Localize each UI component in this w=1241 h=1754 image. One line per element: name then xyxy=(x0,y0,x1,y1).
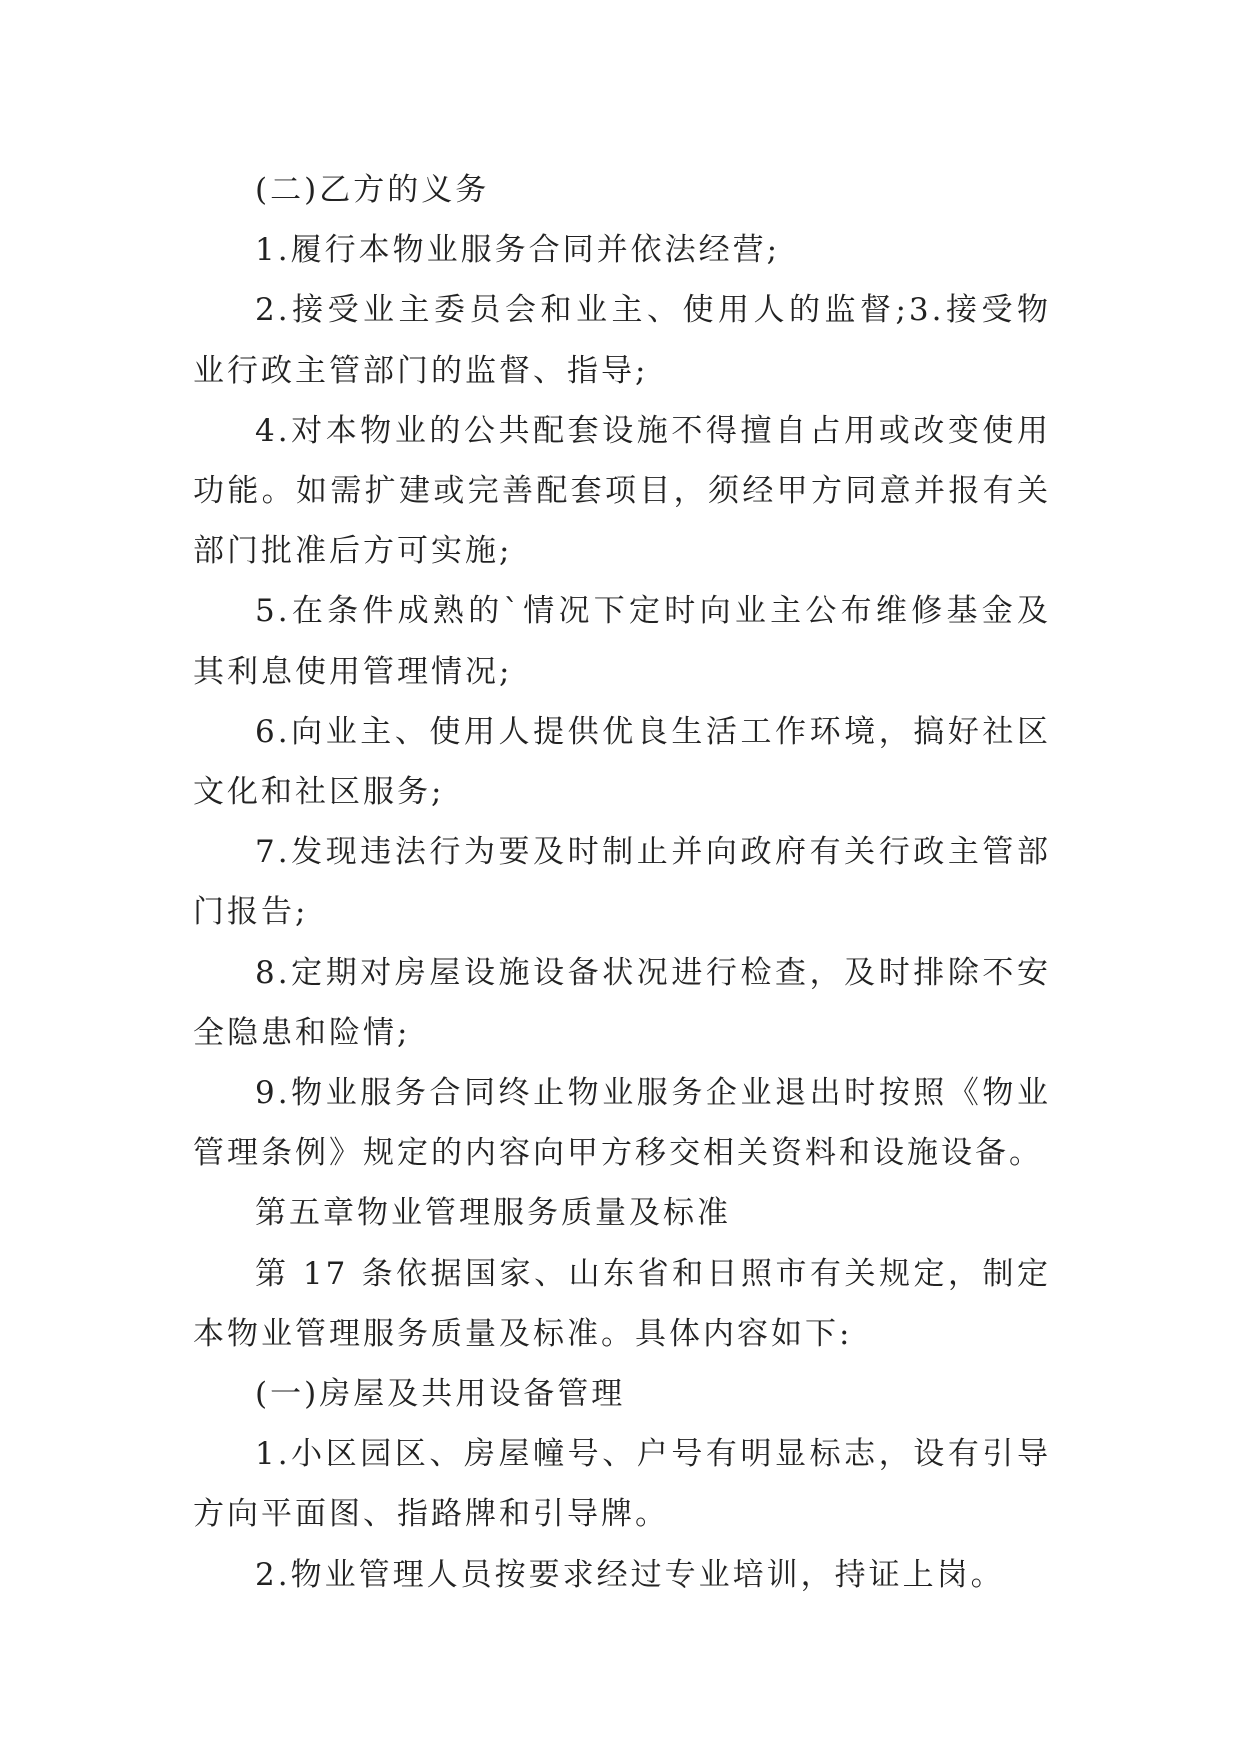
document-body xyxy=(193,160,1051,1605)
section-heading-party-b-obligations: (二)乙方的义务 xyxy=(255,172,490,208)
obligation-item-8: 8.定期对房屋设施设备状况进行检查，及时排除不安全隐患和险情; xyxy=(193,954,1051,1051)
obligation-item-2-3: 2.接受业主委员会和业主、使用人的监督;3.接受物业行政主管部门的监督、指导; xyxy=(193,292,1051,389)
obligation-item-6: 6.向业主、使用人提供优良生活工作环境，搞好社区文化和社区服务; xyxy=(193,713,1051,811)
obligation-item-5: 5.在条件成熟的`情况下定时向业主公布维修基金及其利息使用管理情况; xyxy=(193,593,1051,690)
standard-item-2: 2.物业管理人员按要求经过专业培训，持证上岗。 xyxy=(255,1556,1005,1593)
section-heading-housing-equipment: (一)房屋及共用设备管理 xyxy=(255,1376,626,1413)
obligation-item-1: 1.履行本物业服务合同并依法经营; xyxy=(255,232,781,269)
obligation-item-7: 7.发现违法行为要及时制止并向政府有关行政主管部门报告; xyxy=(193,834,1051,931)
obligation-item-4: 4.对本物业的公共配套设施不得擅自占用或改变使用功能。如需扩建或完善配套项目，须经甲方同意并报有关部门批准后方可实施; xyxy=(193,412,1051,570)
chapter-heading: 第五章物业管理服务质量及标准 xyxy=(255,1195,731,1232)
standard-item-1: 1.小区园区、房屋幢号、户号有明显标志，设有引导方向平面图、指路牌和引导牌。 xyxy=(193,1436,1051,1533)
obligation-item-9: 9.物业服务合同终止物业服务企业退出时按照《物业管理条例》规定的内容向甲方移交相关资料和设施设备。 xyxy=(193,1075,1051,1172)
article-17: 第 17 条依据国家、山东省和日照市有关规定，制定本物业管理服务质量及标准。具体内容如下: xyxy=(193,1255,1051,1352)
